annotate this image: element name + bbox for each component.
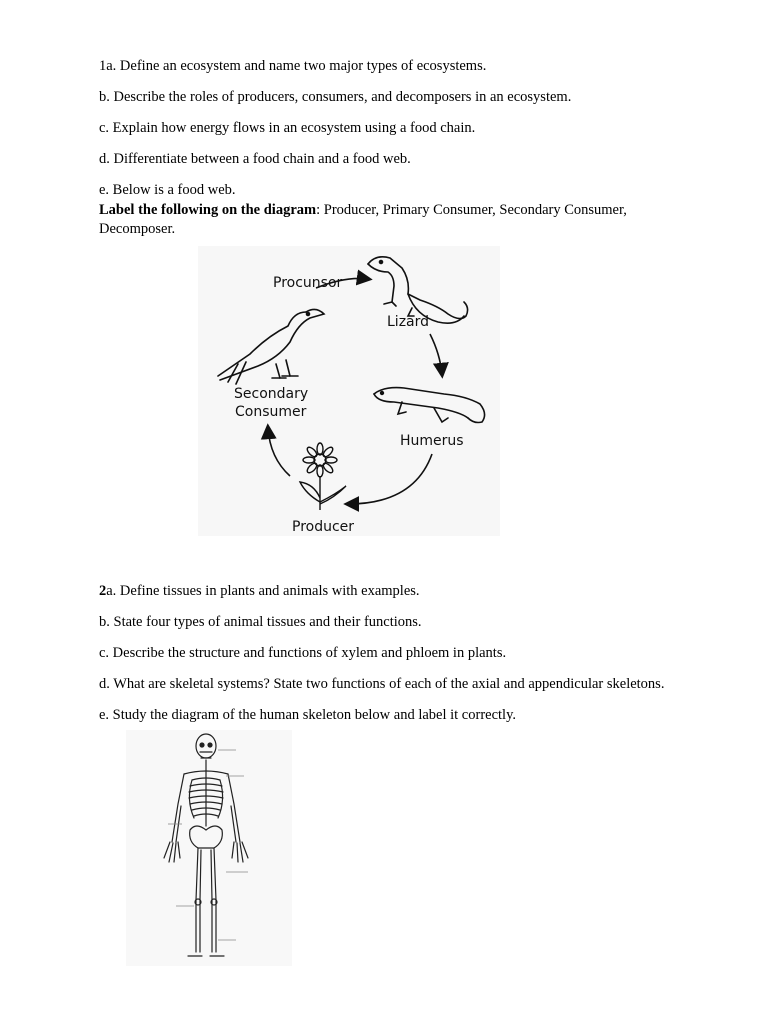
question-2a-text: a. Define tissues in plants and animals with examples.: [106, 583, 420, 599]
label-secondary-line1: Secondary: [234, 386, 309, 402]
question-2a: [99, 582, 420, 600]
question-2b: b. State four types of animal tissues and their functions.: [99, 614, 422, 630]
question-2d: d. What are skeletal systems? State two functions of each of the axial and appendicular skeletons.: [99, 676, 665, 692]
label-producer: Producer: [292, 519, 355, 535]
label-secondary-line2: Consumer: [235, 404, 307, 420]
label-procunsor: Procunsor: [273, 275, 343, 291]
label-instruction: [99, 201, 679, 239]
instruction-rest: : Producer, Primary Consumer, Secondary Consumer, Decomposer.: [99, 202, 627, 237]
question-1d: d. Differentiate between a food chain and a food web.: [99, 151, 411, 167]
question-1e: e. Below is a food web.: [99, 182, 236, 198]
label-humerus: Humerus: [400, 433, 464, 449]
question-1c: c. Explain how energy flows in an ecosystem using a food chain.: [99, 120, 476, 136]
food-web-diagram: [198, 246, 500, 536]
label-lizard: Lizard: [387, 314, 430, 330]
question-2a-number: 2: [99, 583, 107, 599]
question-1b: b. Describe the roles of producers, consumers, and decomposers in an ecosystem.: [99, 89, 572, 105]
question-2c: c. Describe the structure and functions of xylem and phloem in plants.: [99, 645, 507, 661]
question-1a: 1a. Define an ecosystem and name two major types of ecosystems.: [99, 58, 487, 74]
instruction-bold: Label the following on the diagram: [99, 202, 317, 218]
skeleton-diagram: [126, 730, 292, 966]
question-2e: e. Study the diagram of the human skeleton below and label it correctly.: [99, 707, 517, 723]
